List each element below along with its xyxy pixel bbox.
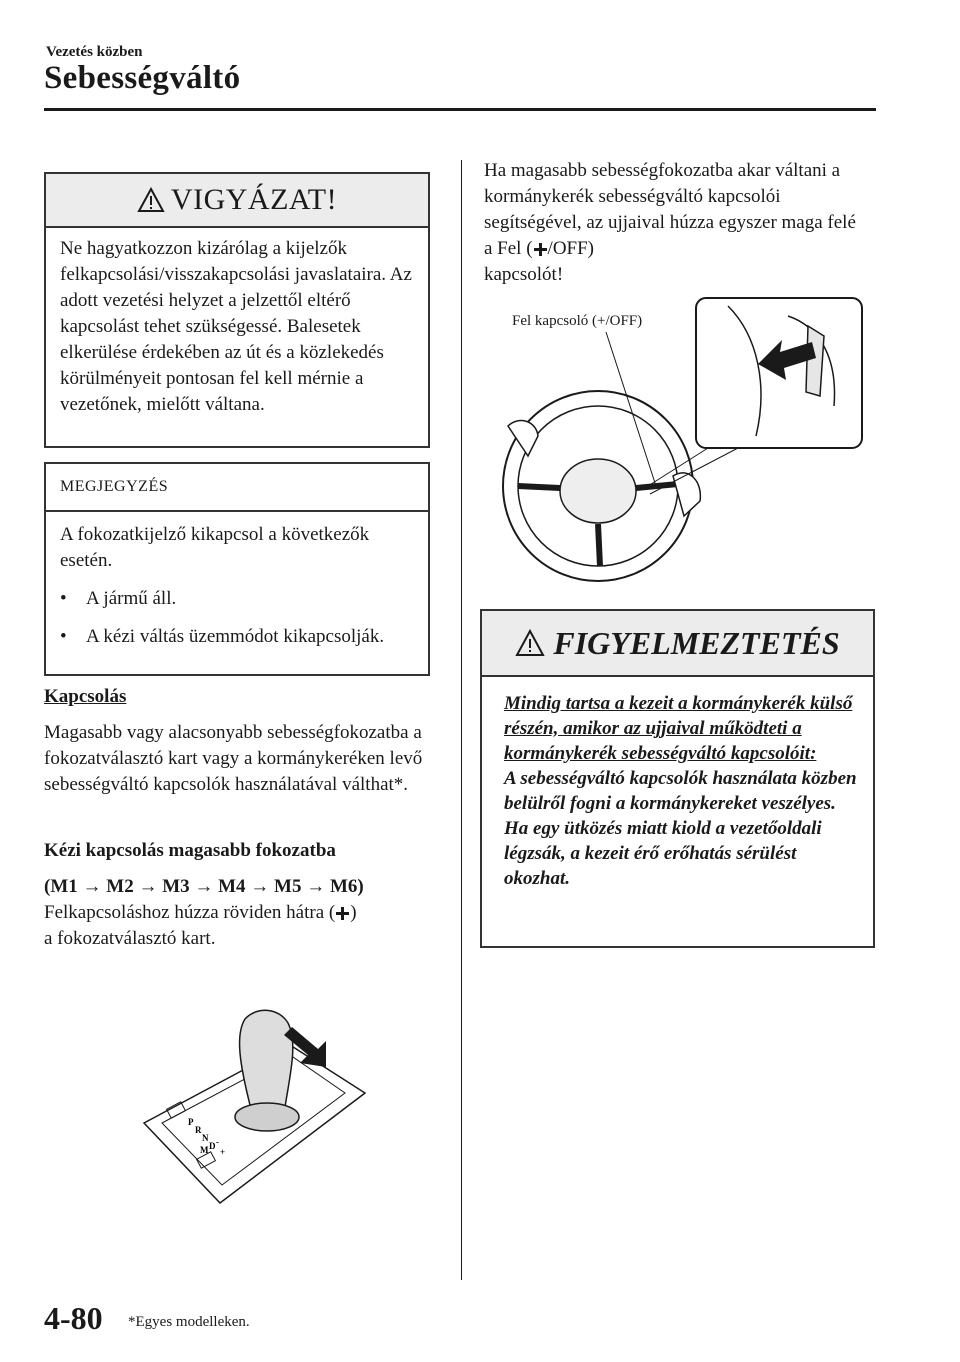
column-divider: [461, 160, 462, 1280]
upshift-heading: Kézi kapcsolás magasabb fokozatba: [44, 840, 336, 861]
shifter-label-plus: +: [220, 1147, 226, 1157]
note-bullet: [60, 624, 414, 650]
right-para-mid: /OFF): [547, 238, 595, 259]
note-bullet-text: A kézi váltás üzemmódot kikapcsolják.: [86, 626, 385, 647]
section-header: Vezetés közben: [46, 44, 143, 60]
note-bullet-text: A jármű áll.: [86, 588, 177, 609]
warning-header: [482, 611, 873, 677]
right-para-pre: Ha magasabb sebességfokozatba akar váltani a kormánykerék sebességváltó kapcsolói segítségével, az ujjaival húzza egyszer maga felé a Fel (: [484, 160, 856, 259]
shifter-label-m: M: [200, 1145, 209, 1155]
shifter-label-minus: -: [216, 1137, 219, 1147]
note-intro: A fokozatkijelző kikapcsol a következők esetén.: [60, 524, 370, 571]
bullet-icon: •: [60, 626, 67, 647]
shifter-label-r: R: [195, 1125, 202, 1135]
note-box: [44, 462, 430, 676]
right-para-post: kapcsolót!: [484, 264, 564, 285]
note-heading: MEGJEGYZÉS: [46, 464, 428, 512]
warning-triangle-icon: [515, 629, 545, 657]
title-rule: [44, 108, 876, 111]
shifter-label-d: D: [209, 1141, 216, 1151]
kapcsolas-text: Magasabb vagy alacsonyabb sebességfokozatba a fokozatválasztó kart vagy a kormánykeréken levő sebességváltó kapcsolók használatával válthat*.: [44, 722, 423, 795]
warning-underlined: Mindig tartsa a kezeit a kormánykerék külső részén, amikor az ujjaival működteti a kormánykerék sebességváltó kapcsolóit:: [504, 693, 853, 764]
bullet-icon: •: [60, 588, 67, 609]
instruction-pre: Felkapcsoláshoz húzza röviden hátra (: [44, 902, 336, 923]
instruction-post: ): [350, 902, 357, 923]
warning-box: [480, 609, 875, 948]
plus-icon: [336, 907, 349, 920]
gear-shifter-illustration: [140, 1005, 370, 1205]
shifter-label-p: P: [188, 1117, 194, 1127]
page-number: 4-80: [44, 1300, 103, 1336]
steering-wheel-illustration: [488, 296, 866, 586]
gear-sequence: (M1 → M2 → M3 → M4 → M5 → M6): [44, 876, 364, 897]
note-bullet: [60, 586, 414, 612]
warning-heading: FIGYELMEZTETÉS: [553, 624, 840, 661]
right-paragraph: [484, 158, 864, 288]
caution-header: [46, 174, 428, 228]
warning-text: A sebességváltó kapcsolók használata közben belülről fogni a kormánykereket veszélyes. Ha egy ütközés miatt kiold a vezetőoldali légzsák, a kezeit érő erőhatás sérülést okozhat.: [504, 768, 857, 889]
plus-icon: [534, 243, 547, 256]
instruction-line2: a fokozatválasztó kart.: [44, 928, 216, 949]
kapcsolas-heading: Kapcsolás: [44, 686, 127, 707]
figure-label: Fel kapcsoló (+/OFF): [512, 313, 643, 329]
caution-heading: VIGYÁZAT!: [170, 183, 338, 216]
warning-triangle-icon: [137, 187, 165, 213]
footnote: *Egyes modelleken.: [128, 1314, 250, 1330]
upshift-instruction: [44, 900, 434, 952]
caution-box: [44, 172, 430, 448]
caution-text: Ne hagyatkozzon kizárólag a kijelzők felkapcsolási/visszakapcsolási javaslataira. Az adott vezetési helyzet a jelzettől eltérő kapcsolást tehet szükségessé. Balesetek elkerülése érdekében az út és a közlekedés körülményeit pontosan fel kell mérnie a vezetőnek, mielőtt váltana.: [60, 238, 412, 415]
page-title: Sebességváltó: [44, 60, 241, 96]
shifter-label-n: N: [202, 1133, 209, 1143]
